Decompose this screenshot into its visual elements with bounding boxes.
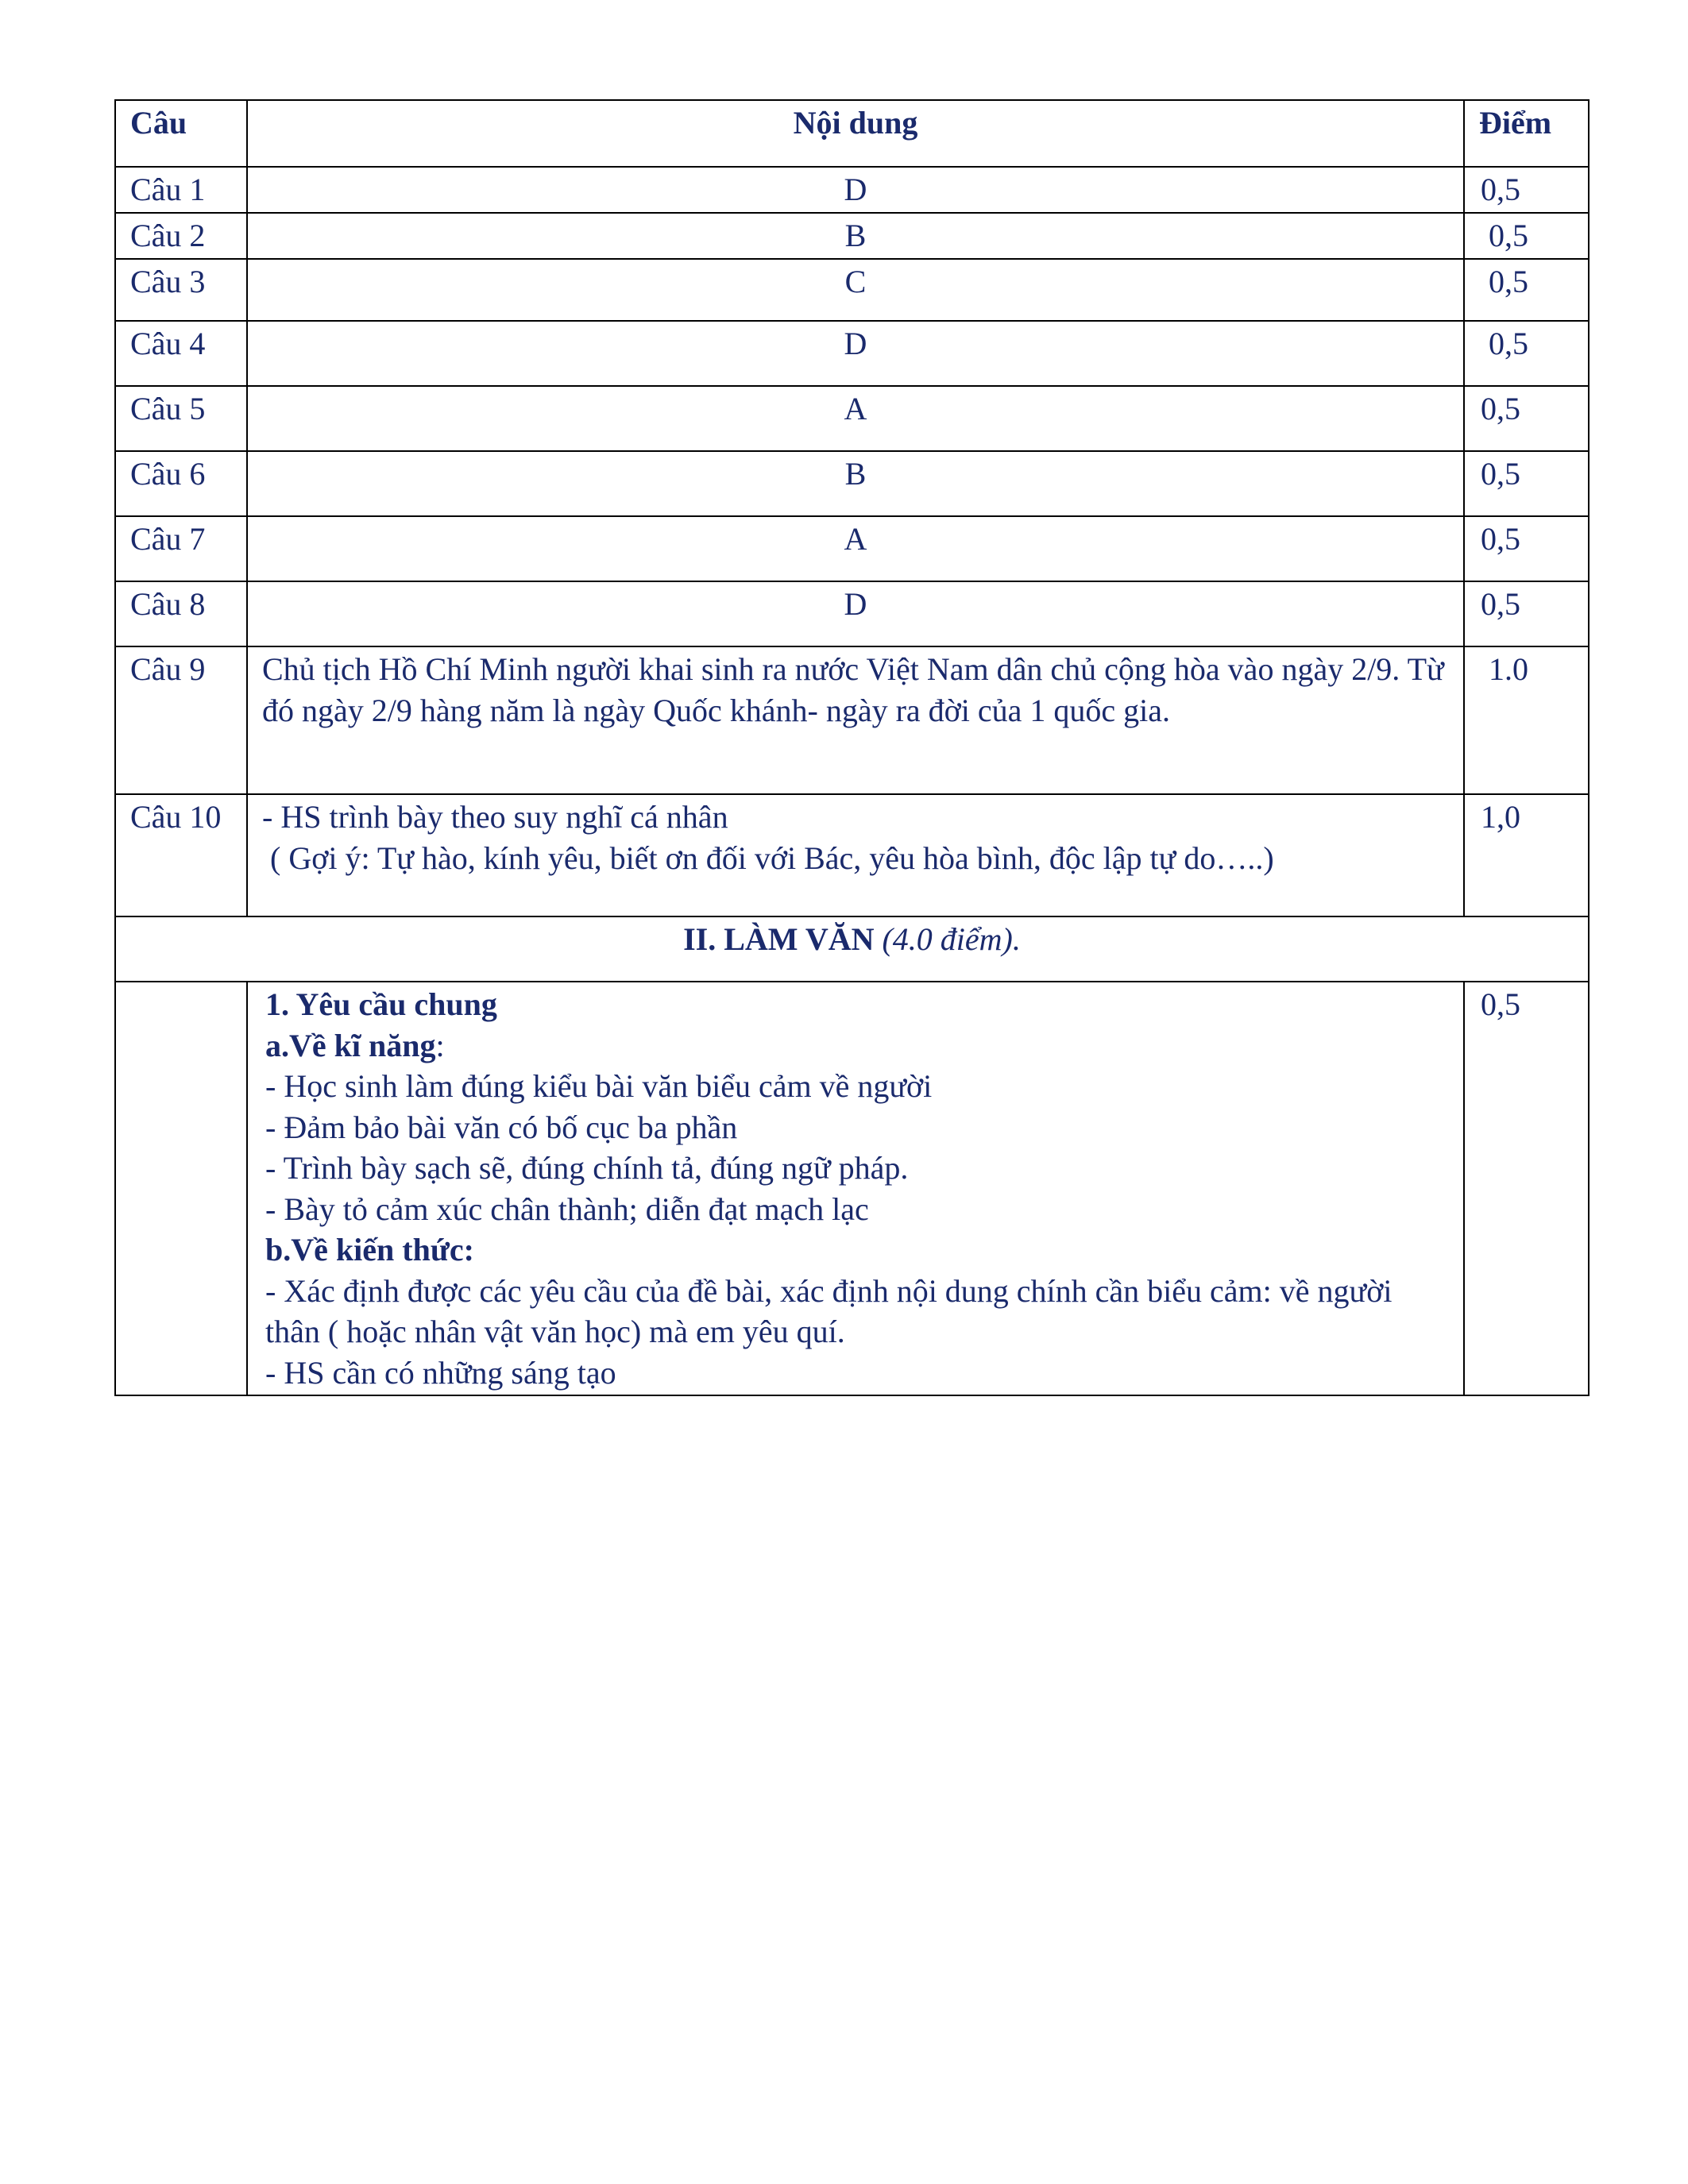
answer-cell: D xyxy=(247,581,1464,646)
score-cell: 0,5 xyxy=(1464,167,1589,213)
skill-item: - Bày tỏ cảm xúc chân thành; diễn đạt mạch lạc xyxy=(265,1190,869,1227)
knowledge-item: - HS cần có những sáng tạo xyxy=(265,1354,616,1391)
section-title: II. LÀM VĂN xyxy=(683,921,875,957)
answer-key-table xyxy=(114,99,1590,1396)
answer-cell: A xyxy=(247,516,1464,581)
score-cell: 0,5 xyxy=(1464,982,1589,1395)
score-cell: 0,5 xyxy=(1464,386,1589,451)
table-row-part1 xyxy=(115,982,1589,1395)
answer-cell: B xyxy=(247,451,1464,516)
header-content: Nội dung xyxy=(247,100,1464,167)
answer-line: - HS trình bày theo suy nghĩ cá nhân xyxy=(262,799,728,835)
table-row xyxy=(115,451,1589,516)
skills-colon: : xyxy=(435,1027,445,1063)
knowledge-item: - Xác định được các yêu cầu của đề bài, xác định nội dung chính cần biểu cảm: về người thân ( hoặc nhân vật văn học) mà em yêu quí. xyxy=(265,1272,1393,1349)
header-score: Điểm xyxy=(1464,100,1589,167)
question-cell: Câu 5 xyxy=(115,386,247,451)
question-cell: Câu 4 xyxy=(115,321,247,386)
table-row-q9 xyxy=(115,646,1589,794)
skill-item: - Học sinh làm đúng kiểu bài văn biểu cảm về người xyxy=(265,1068,933,1104)
skills-heading: a.Về kĩ năng xyxy=(265,1027,436,1063)
table-row xyxy=(115,213,1589,259)
table-header-row xyxy=(115,100,1589,167)
question-cell-empty xyxy=(115,982,247,1395)
table-row xyxy=(115,581,1589,646)
question-cell: Câu 10 xyxy=(115,794,247,916)
table-row xyxy=(115,167,1589,213)
answer-text-cell: Chủ tịch Hồ Chí Minh người khai sinh ra nước Việt Nam dân chủ cộng hòa vào ngày 2/9. Từ đó ngày 2/9 hàng năm là ngày Quốc khánh- ngày ra đời của 1 quốc gia. xyxy=(247,646,1464,794)
part-heading: 1. Yêu cầu chung xyxy=(265,986,497,1022)
question-cell: Câu 2 xyxy=(115,213,247,259)
knowledge-heading: b.Về kiến thức: xyxy=(265,1232,474,1268)
question-cell: Câu 7 xyxy=(115,516,247,581)
requirements-cell xyxy=(247,982,1464,1395)
question-cell: Câu 8 xyxy=(115,581,247,646)
score-cell: 1,0 xyxy=(1464,794,1589,916)
score-cell: 0,5 xyxy=(1464,259,1589,321)
skill-item: - Đảm bảo bài văn có bố cục ba phần xyxy=(265,1109,738,1145)
answer-cell: D xyxy=(247,321,1464,386)
section-heading-row xyxy=(115,916,1589,982)
question-cell: Câu 3 xyxy=(115,259,247,321)
header-question: Câu xyxy=(115,100,247,167)
score-cell: 0,5 xyxy=(1464,213,1589,259)
question-cell: Câu 6 xyxy=(115,451,247,516)
skill-item: - Trình bày sạch sẽ, đúng chính tả, đúng ngữ pháp. xyxy=(265,1150,909,1186)
table-row-q10 xyxy=(115,794,1589,916)
table-row xyxy=(115,386,1589,451)
answer-cell: A xyxy=(247,386,1464,451)
section-heading xyxy=(115,916,1589,982)
answer-cell: D xyxy=(247,167,1464,213)
score-cell: 0,5 xyxy=(1464,516,1589,581)
question-cell: Câu 1 xyxy=(115,167,247,213)
answer-hint-line: ( Gợi ý: Tự hào, kính yêu, biết ơn đối với Bác, yêu hòa bình, độc lập tự do…..) xyxy=(270,840,1274,876)
answer-text-cell xyxy=(247,794,1464,916)
score-cell: 0,5 xyxy=(1464,581,1589,646)
table-row xyxy=(115,516,1589,581)
question-cell: Câu 9 xyxy=(115,646,247,794)
answer-cell: B xyxy=(247,213,1464,259)
score-cell: 1.0 xyxy=(1464,646,1589,794)
score-cell: 0,5 xyxy=(1464,451,1589,516)
table-row xyxy=(115,321,1589,386)
section-points: (4.0 điểm). xyxy=(882,921,1021,957)
table-row xyxy=(115,259,1589,321)
answer-cell: C xyxy=(247,259,1464,321)
score-cell: 0,5 xyxy=(1464,321,1589,386)
